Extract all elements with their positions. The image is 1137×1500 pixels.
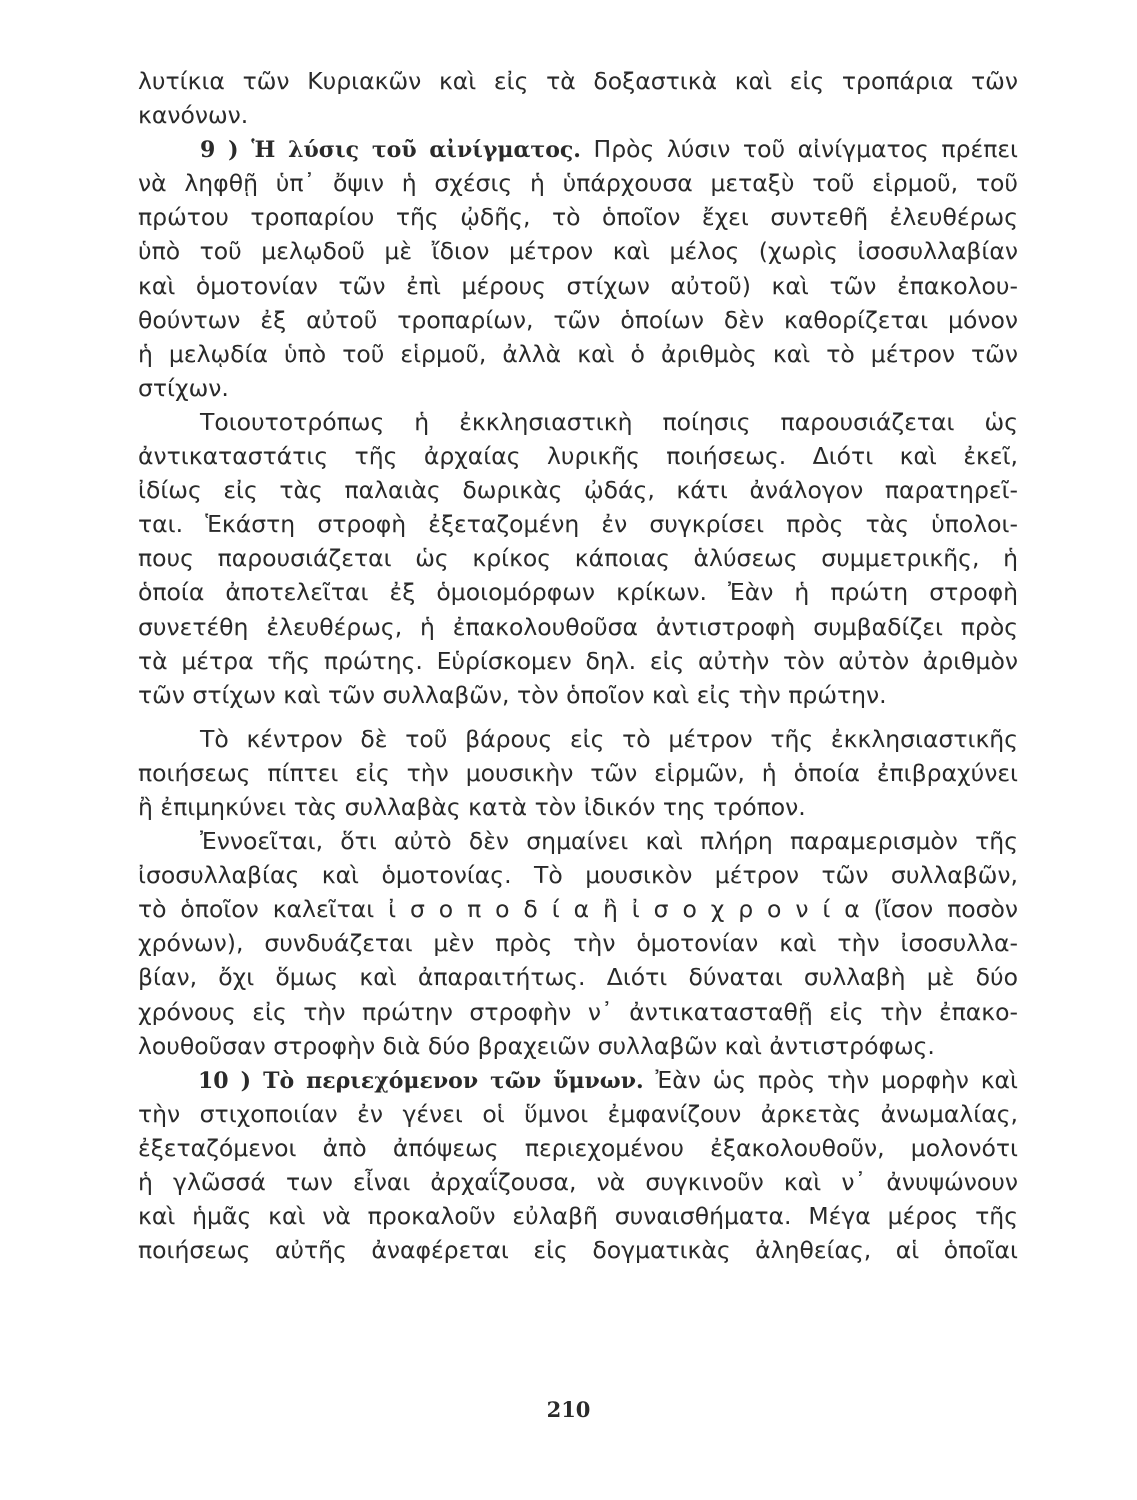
paragraph-gap xyxy=(138,712,1018,722)
text-line: ποιήσεως πίπτει εἰς τὴν μουσικὴν τῶν εἱρμῶν, ἡ ὁποία ἐπιβραχύνει xyxy=(138,758,1018,787)
paragraph xyxy=(138,405,1018,712)
text-run: Πρὸς λύσιν τοῦ αἰνίγματος πρέπει xyxy=(580,135,1018,164)
text-line: θούντων ἐξ αὐτοῦ τροπαρίων, τῶν ὁποίων δὲν καθορίζεται μόνον xyxy=(138,305,1018,334)
text-line: χρόνων), συνδυάζεται μὲν πρὸς τὴν ὁμοτονίαν καὶ τὴν ἰσοσυλλα- xyxy=(138,929,1018,958)
text-line: καὶ ἡμᾶς καὶ νὰ προκαλοῦν εὐλαβῆ συναισθήματα. Μέγα μέρος τῆς xyxy=(138,1202,1018,1231)
text-line: τῶν στίχων καὶ τῶν συλλαβῶν, τὸν ὁποῖον καὶ εἰς τὴν πρώτην. xyxy=(138,680,887,709)
section-heading: 10 ) Τὸ περιεχόμενον τῶν ὕμνων. xyxy=(198,1067,644,1094)
text-run: Ἐὰν ὡς πρὸς τὴν μορφὴν καὶ xyxy=(643,1065,1018,1094)
text-line: λυτίκια τῶν Κυριακῶν καὶ εἰς τὰ δοξαστικὰ καὶ εἰς τροπάρια τῶν xyxy=(138,67,1018,95)
body-text xyxy=(138,64,1018,1267)
text-line: πρώτου τροπαρίου τῆς ᾠδῆς, τὸ ὁποῖον ἔχει συντεθῆ ἐλευθέρως xyxy=(138,203,1018,232)
text-line: καὶ ὁμοτονίαν τῶν ἐπὶ μέρους στίχων αὐτοῦ) καὶ τῶν ἐπακολου- xyxy=(138,271,1018,300)
text-line: τὰ μέτρα τῆς πρώτης. Εὑρίσκομεν δηλ. εἰς αὐτὴν τὸν αὐτὸν ἀριθμὸν xyxy=(138,646,1018,675)
text-line: νὰ ληφθῇ ὑπ᾽ ὄψιν ἡ σχέσις ἡ ὑπάρχουσα μεταξὺ τοῦ εἱρμοῦ, τοῦ xyxy=(138,169,1018,198)
text-line: ἐξεταζόμενοι ἀπὸ ἀπόψεως περιεχομένου ἐξακολουθοῦν, μολονότι xyxy=(138,1133,1018,1162)
text-line: ἢ ἐπιμηκύνει τὰς συλλαβὰς κατὰ τὸν ἰδικόν της τρόπον. xyxy=(138,792,806,821)
paragraph-section-10 xyxy=(138,1063,1018,1268)
paragraph-section-9 xyxy=(138,132,1018,405)
text-line: ἰδίως εἰς τὰς παλαιὰς δωρικὰς ᾠδάς, κάτι ἀνάλογον παρατηρεῖ- xyxy=(138,476,1018,505)
text-line: τὴν στιχοποιίαν ἐν γένει οἱ ὕμνοι ἐμφανίζουν ἀρκετὰς ἀνωμαλίας, xyxy=(138,1099,1018,1128)
text-line: Ἐννοεῖται, ὅτι αὐτὸ δὲν σημαίνει καὶ πλήρη παραμερισμὸν τῆς xyxy=(200,827,1018,856)
text-line: Τοιουτοτρόπως ἡ ἐκκλησιαστικὴ ποίησις παρουσιάζεται ὡς xyxy=(200,407,1018,436)
text-line: ἀντικαταστάτις τῆς ἀρχαίας λυρικῆς ποιήσεως. Διότι καὶ ἐκεῖ, xyxy=(138,442,1018,471)
text-line: ἡ μελῳδία ὑπὸ τοῦ εἱρμοῦ, ἀλλὰ καὶ ὁ ἀριθμὸς καὶ τὸ μέτρον τῶν xyxy=(138,339,1018,368)
text-line: χρόνους εἰς τὴν πρώτην στροφὴν ν᾽ ἀντικατασταθῇ εἰς τὴν ἐπακο- xyxy=(138,997,1018,1026)
text-line: ται. Ἑκάστη στροφὴ ἐξεταζομένη ἐν συγκρίσει πρὸς τὰς ὑπολοι- xyxy=(138,510,1018,539)
text-line: κανόνων. xyxy=(138,101,249,130)
text-line: ἡ γλῶσσά των εἶναι ἀρχαΐζουσα, νὰ συγκινοῦν καὶ ν᾽ ἀνυψώνουν xyxy=(138,1168,1018,1196)
text-line: λουθοῦσαν στροφὴν διὰ δύο βραχειῶν συλλαβῶν καὶ ἀντιστρόφως. xyxy=(138,1031,935,1060)
text-line: στίχων. xyxy=(138,373,229,402)
paragraph xyxy=(138,722,1018,824)
text-line: τὸ ὁποῖον καλεῖται ἰ σ ο π ο δ ί α ἢ ἰ σ ο χ ρ ο ν ί α (ἴσον ποσὸν xyxy=(138,895,1018,924)
text-line: βίαν, ὄχι ὅμως καὶ ἀπαραιτήτως. Διότι δύναται συλλαβὴ μὲ δύο xyxy=(138,963,1018,992)
text-line: ὑπὸ τοῦ μελῳδοῦ μὲ ἴδιον μέτρον καὶ μέλος (χωρὶς ἰσοσυλλαβίαν xyxy=(138,237,1018,266)
paragraph xyxy=(138,64,1018,132)
paragraph xyxy=(138,824,1018,1063)
text-line: Τὸ κέντρον δὲ τοῦ βάρους εἰς τὸ μέτρον τῆς ἐκκλησιαστικῆς xyxy=(200,724,1018,753)
text-line: ἰσοσυλλαβίας καὶ ὁμοτονίας. Τὸ μουσικὸν μέτρον τῶν συλλαβῶν, xyxy=(138,861,1018,890)
text-line xyxy=(138,1063,1018,1097)
text-line: ὁποία ἀποτελεῖται ἐξ ὁμοιομόρφων κρίκων. Ἐὰν ἡ πρώτη στροφὴ xyxy=(138,578,1018,607)
section-heading: 9 ) Ἡ λύσις τοῦ αἰνίγματος. xyxy=(200,137,581,164)
text-line: πους παρουσιάζεται ὡς κρίκος κάποιας ἁλύσεως συμμετρικῆς, ἡ xyxy=(138,544,1018,573)
text-line xyxy=(138,132,1018,166)
text-line: συνετέθη ἐλευθέρως, ἡ ἐπακολουθοῦσα ἀντιστροφὴ συμβαδίζει πρὸς xyxy=(138,612,1018,641)
text-line: ποιήσεως αὐτῆς ἀναφέρεται εἰς δογματικὰς ἀληθείας, αἱ ὁποῖαι xyxy=(138,1236,1018,1265)
page-number: 210 xyxy=(546,1397,591,1422)
